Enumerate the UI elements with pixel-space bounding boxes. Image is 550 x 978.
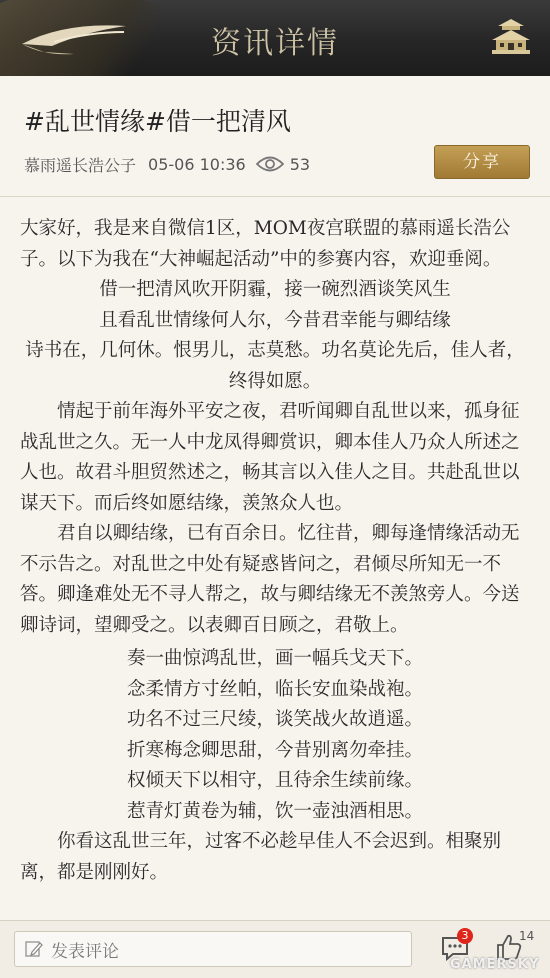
poem-line: 折寒梅念卿思甜，今昔别离勿牵挂。 [126, 739, 423, 761]
castle-icon [488, 16, 534, 56]
divider [0, 196, 550, 197]
poem-line: 借一把清风吹开阴霾，接一碗烈酒谈笑风生 [99, 279, 451, 300]
poem-line: 奏一曲惊鸿乱世，画一幅兵戈天下。 [126, 648, 423, 669]
poem-line: 且看乱世情缘何人尔，今昔君幸能与卿结缘 [99, 309, 451, 331]
post-meta [24, 152, 310, 176]
poem-line: 惹青灯黄卷为辅，饮一壶浊酒相思。 [126, 800, 423, 822]
pen-icon [25, 940, 43, 958]
poem-line: 功名不过三尺绫，谈笑战火故逍遥。 [126, 709, 423, 730]
comment-input[interactable] [14, 931, 412, 967]
watermark: GAMERSKY [450, 957, 540, 972]
paragraph-closing: 你看这乱世三年，过客不必趁早佳人不会迟到。相聚别离，都是刚刚好。 [20, 831, 502, 883]
eye-icon [256, 155, 284, 173]
share-button[interactable]: 分享 [434, 145, 530, 179]
poem-line: 念柔情方寸丝帕，临长安血染战袍。 [126, 678, 423, 700]
post-title: #乱世情缘#借一把清风 [24, 107, 291, 136]
comment-count-badge: 3 [457, 928, 473, 944]
paragraph-intro: 大家好，我是来自微信1区，MOM夜宫联盟的慕雨遥长浩公子。以下为我在“大神崛起活动”中的参赛内容，欢迎垂阅。 [20, 218, 511, 270]
author-name[interactable]: 慕雨遥长浩公子 [24, 155, 137, 175]
like-count: 14 [519, 929, 535, 943]
view-count: 53 [289, 154, 311, 174]
article-body [20, 214, 530, 888]
paragraph: 情起于前年海外平安之夜，君听闻卿自乱世以来，孤身征战乱世之久。无一人中龙凤得卿赏识，卿本佳人乃众人所述之人也。故君斗胆贸然述之，畅其言以入佳人之目。共赴乱世以谋天下。而后终如愿结缘，羡煞众人也。 [20, 401, 520, 514]
header-bar [0, 0, 550, 76]
poem-line: 诗书在，几何休。恨男儿，志莫愁。功名莫论先后，佳人者，终得如愿。 [25, 340, 525, 392]
poem-line: 权倾天下以相守，且待余生续前缘。 [126, 770, 423, 791]
paragraph: 君自以卿结缘，已有百余日。忆往昔，卿每逢情缘活动无不示告之。对乱世之中处有疑惑皆问之，君倾尽所知无一不答。卿逢难处无不寻人帮之，故与卿结缘无不羡煞旁人。今送卿诗词，望卿受之。以表卿百日顾之，君敬上。 [20, 523, 520, 636]
post-time: 05-06 10:36 [148, 154, 246, 174]
comment-placeholder: 发表评论 [51, 941, 119, 962]
page-title: 资讯详情 [211, 26, 339, 61]
